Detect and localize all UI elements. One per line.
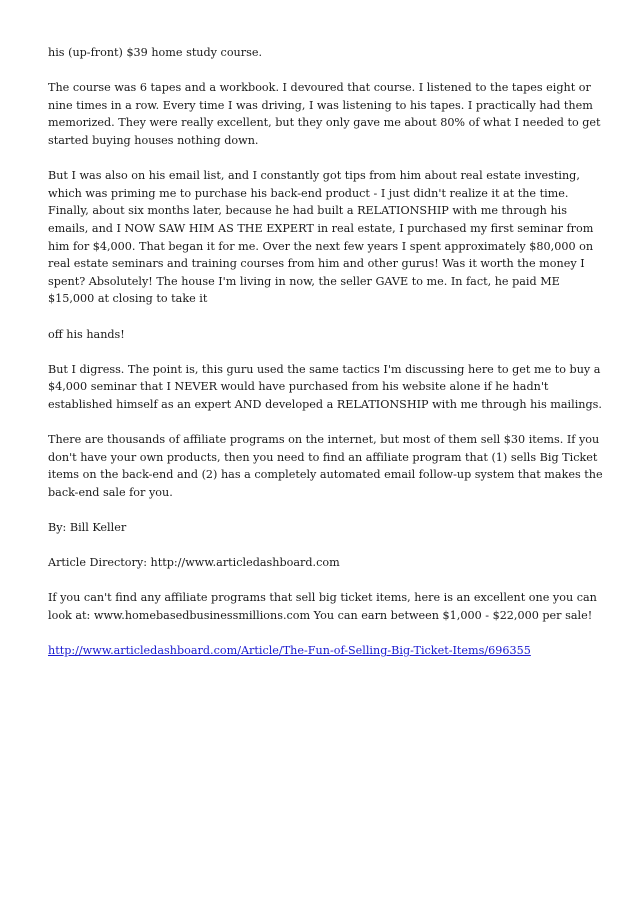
paragraph-intro-fragment: his (up-front) $39 home study course. <box>48 46 263 59</box>
source-link[interactable]: http://www.articledashboard.com/Article/The-Fun-of-Selling-Big-Ticket-Items/696355 <box>48 644 531 658</box>
article-directory: Article Directory: http://www.articledashboard.com <box>48 556 340 570</box>
paragraph-affiliate-programs: There are thousands of affiliate programs on the internet, but most of them sell $30 items. If you don't have your own products, then you need to find an affiliate program that (1) sells Big Ticket items on the back-end and (2) has a completely automated email follow-up system that makes the back-end sale for you. <box>48 433 603 499</box>
paragraph-promo: If you can't find any affiliate programs that sell big ticket items, here is an excellent one you can look at: www.homebasedbusinessmillions.com You can earn between $1,000 - $22,000 per sale! <box>48 591 597 622</box>
document-page <box>48 44 603 677</box>
author-byline: By: Bill Keller <box>48 521 127 535</box>
paragraph-course: The course was 6 tapes and a workbook. I devoured that course. I listened to the tapes eight or nine times in a row. Every time I was driving, I was listening to his tapes. I practically had them memorized. They were really excellent, but they only gave me about 80% of what I needed to get started buying houses nothing down. <box>48 81 601 147</box>
paragraph-digress: But I digress. The point is, this guru used the same tactics I'm discussing here to get me to buy a $4,000 seminar that I NEVER would have purchased from his website alone if he hadn't established himself as an expert AND developed a RELATIONSHIP with me through his mailings. <box>48 362 602 411</box>
paragraph-off-his-hands: off his hands! <box>48 327 125 341</box>
source-link-line <box>48 642 603 660</box>
paragraph-email-list: But I was also on his email list, and I constantly got tips from him about real estate investing, which was priming me to purchase his back-end product - I just didn't realize it at the time. Finally, about six months later, because he had built a RELATIONSHIP with me through his emails, and I NOW SAW HIM AS THE EXPERT in real estate, I purchased my first seminar from him for $4,000. That began it for me. Over the next few years I spent approximately $80,000 on real estate seminars and training courses from him and other gurus! Was it worth the money I spent? Absolutely! The house I'm living in now, the seller GAVE to me. In fact, he paid ME $15,000 at closing to take it <box>48 169 594 306</box>
